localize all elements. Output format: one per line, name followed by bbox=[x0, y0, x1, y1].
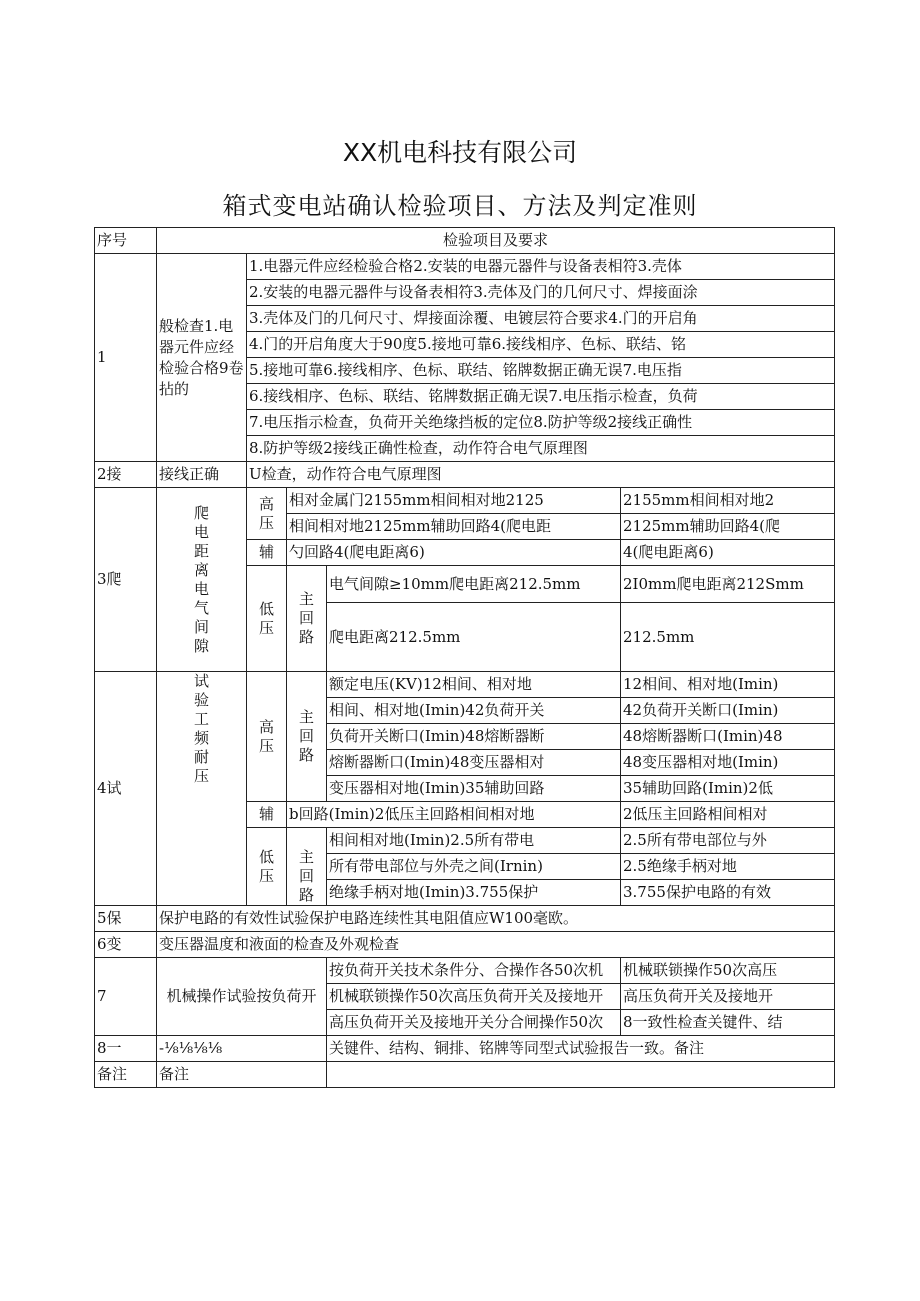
row-category: 般检查1.电器元件应经检验合格9卷拈的 bbox=[157, 254, 247, 462]
value-cell: 绝缘手柄对地(Imin)3.755保护 bbox=[327, 880, 621, 906]
value-cell: 2低压主回路相间相对 bbox=[621, 802, 835, 828]
header-no: 序号 bbox=[95, 228, 157, 254]
table-row bbox=[95, 1036, 835, 1062]
value-cell: 4(爬电距离6) bbox=[621, 540, 835, 566]
table-row bbox=[95, 462, 835, 488]
row-no: 3爬 bbox=[95, 488, 157, 672]
value-cell: 机械联锁操作50次高压负荷开关及接地开 bbox=[327, 984, 621, 1010]
value-cell: 12相间、相对地(Imin) bbox=[621, 672, 835, 698]
value-cell: 变压器相对地(Imin)35辅助回路 bbox=[327, 776, 621, 802]
value-cell: 2I0mm爬电距离212Smm bbox=[621, 566, 835, 603]
requirement-line: 1.电器元件应经检验合格2.安装的电器元器件与设备表相符3.壳体 bbox=[247, 254, 835, 280]
table-row bbox=[95, 254, 835, 280]
row-no: 1 bbox=[95, 254, 157, 462]
hv-label: 高压 bbox=[247, 672, 287, 802]
value-cell: 48变压器相对地(Imin) bbox=[621, 750, 835, 776]
value-cell: 35辅助回路(Imin)2低 bbox=[621, 776, 835, 802]
main-circuit-label: 主回路 bbox=[287, 672, 327, 802]
aux-label: 辅 bbox=[247, 540, 287, 566]
row-category: -⅛⅛⅛⅛ bbox=[157, 1036, 327, 1062]
requirement-line: 保护电路的有效性试验保护电路连续性其电阻值应W100毫欧。 bbox=[157, 906, 835, 932]
value-cell: 相间相对地(Imin)2.5所有带电 bbox=[327, 828, 621, 854]
value-cell: 爬电距离212.5mm bbox=[327, 603, 621, 672]
value-cell: 42负荷开关断口(Imin) bbox=[621, 698, 835, 724]
requirement-line: 关键件、结构、铜排、铭牌等同型式试验报告一致。备注 bbox=[327, 1036, 835, 1062]
value-cell: 所有带电部位与外壳之间(Irnin) bbox=[327, 854, 621, 880]
table-header-row bbox=[95, 228, 835, 254]
row-no: 2接 bbox=[95, 462, 157, 488]
table-row bbox=[95, 488, 835, 514]
company-name: XX机电科技有限公司 bbox=[342, 138, 578, 167]
row-no: 备注 bbox=[95, 1062, 157, 1088]
table-row bbox=[95, 932, 835, 958]
main-circuit-label: 主回路 bbox=[287, 566, 327, 672]
hv-label: 高压 bbox=[247, 488, 287, 540]
value-cell: 额定电压(KV)12相间、相对地 bbox=[327, 672, 621, 698]
requirement-line: 5.接地可靠6.接线相序、色标、联结、铭牌数据正确无误7.电压指 bbox=[247, 358, 835, 384]
value-cell: 高压负荷开关及接地开 bbox=[621, 984, 835, 1010]
table-row bbox=[95, 958, 835, 984]
row-no: 4试 bbox=[95, 672, 157, 906]
table-row bbox=[95, 1062, 835, 1088]
header-item: 检验项目及要求 bbox=[157, 228, 835, 254]
row-category: 爬电距离电气间隙 bbox=[157, 488, 247, 672]
main-circuit-label: 主回路 bbox=[287, 828, 327, 906]
table-row bbox=[95, 906, 835, 932]
requirement-line: 4.门的开启角度大于90度5.接地可靠6.接线相序、色标、联结、铭 bbox=[247, 332, 835, 358]
value-cell: 2.5绝缘手柄对地 bbox=[621, 854, 835, 880]
value-cell: 2.5所有带电部位与外 bbox=[621, 828, 835, 854]
row-no: 7 bbox=[95, 958, 157, 1036]
requirement-line: 2.安装的电器元器件与设备表相符3.壳体及门的几何尺寸、焊接面涂 bbox=[247, 280, 835, 306]
value-cell: 按负荷开关技术条件分、合操作各50次机 bbox=[327, 958, 621, 984]
row-category: 接线正确 bbox=[157, 462, 247, 488]
requirement-line: U检查，动作符合电气原理图 bbox=[247, 462, 835, 488]
row-no: 6变 bbox=[95, 932, 157, 958]
value-cell: 212.5mm bbox=[621, 603, 835, 672]
value-cell: 勺回路4(爬电距离6) bbox=[287, 540, 621, 566]
value-cell: 相间相对地2125mm辅助回路4(爬电距 bbox=[287, 514, 621, 540]
value-cell: b回路(Imin)2低压主回路相间相对地 bbox=[287, 802, 621, 828]
value-cell: 高压负荷开关及接地开关分合闸操作50次 bbox=[327, 1010, 621, 1036]
row-category: 机械操作试验按负荷开 bbox=[157, 958, 327, 1036]
row-category: 备注 bbox=[157, 1062, 327, 1088]
requirement-line: 6.接线相序、色标、联结、铭牌数据正确无误7.电压指示检查，负荷 bbox=[247, 384, 835, 410]
value-cell: 2155mm相间相对地2 bbox=[621, 488, 835, 514]
value-cell: 48熔断器断口(Imin)48 bbox=[621, 724, 835, 750]
value-cell: 熔断器断口(Imin)48变压器相对 bbox=[327, 750, 621, 776]
table-row bbox=[95, 672, 835, 698]
value-cell: 相间、相对地(Imin)42负荷开关 bbox=[327, 698, 621, 724]
row-category: 试验工频耐压 bbox=[157, 672, 247, 906]
row-no: 5保 bbox=[95, 906, 157, 932]
row-no: 8一 bbox=[95, 1036, 157, 1062]
value-cell: 负荷开关断口(Imin)48熔断器断 bbox=[327, 724, 621, 750]
value-cell: 8一致性检查关键件、结 bbox=[621, 1010, 835, 1036]
aux-label: 辅 bbox=[247, 802, 287, 828]
inspection-table bbox=[94, 227, 835, 1088]
document-title: 箱式变电站确认检验项目、方法及判定准则 bbox=[222, 192, 698, 220]
value-cell: 相对金属门2155mm相间相对地2125 bbox=[287, 488, 621, 514]
value-cell: 机械联锁操作50次高压 bbox=[621, 958, 835, 984]
requirement-line: 3.壳体及门的几何尺寸、焊接面涂覆、电镀层符合要求4.门的开启角 bbox=[247, 306, 835, 332]
remarks-cell bbox=[327, 1062, 835, 1088]
requirement-line: 变压器温度和液面的检查及外观检查 bbox=[157, 932, 835, 958]
value-cell: 3.755保护电路的有效 bbox=[621, 880, 835, 906]
lv-label: 低压 bbox=[247, 566, 287, 672]
lv-label: 低压 bbox=[247, 828, 287, 906]
requirement-line: 8.防护等级2接线正确性检查，动作符合电气原理图 bbox=[247, 436, 835, 462]
value-cell: 2125mm辅助回路4(爬 bbox=[621, 514, 835, 540]
requirement-line: 7.电压指示检查，负荷开关绝缘挡板的定位8.防护等级2接线正确性 bbox=[247, 410, 835, 436]
value-cell: 电气间隙≥10mm爬电距离212.5mm bbox=[327, 566, 621, 603]
